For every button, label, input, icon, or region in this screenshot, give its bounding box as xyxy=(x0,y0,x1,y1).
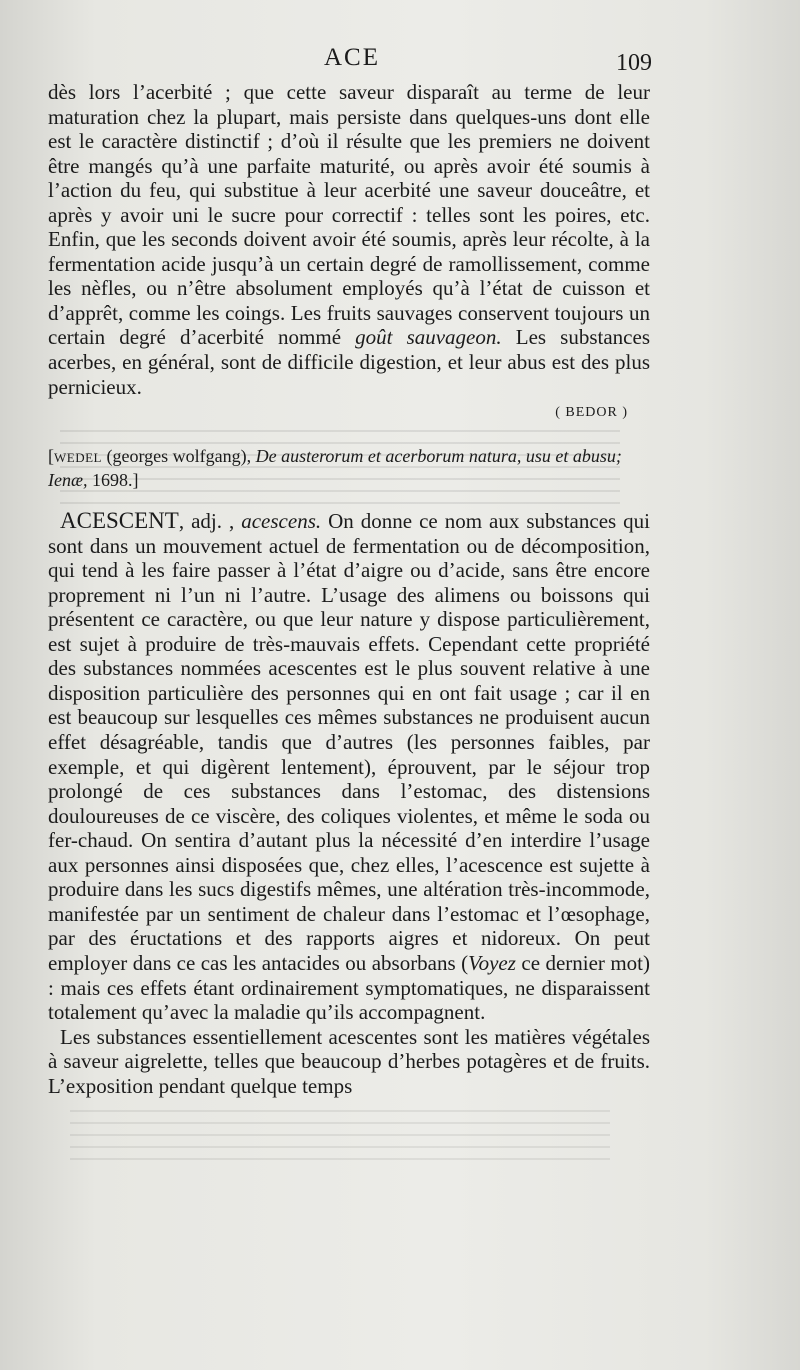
show-through-texture xyxy=(70,1110,610,1170)
page-header xyxy=(48,44,656,80)
entry-text: ce dernier mot) : mais ces effets étant ordinairement symptomatiques, ne disparaissent totalement qu’avec la maladie qu’ils accompagnent. xyxy=(48,950,650,1025)
paragraph: Les substances essentiellement acescentes sont les matières végétales à saveur aigrelette, telles que beaucoup d’herbes potagères et de fruits. L’exposition pendant quelque temps xyxy=(48,1024,650,1098)
ref-author: WEDEL xyxy=(54,450,102,466)
entry-crossref: Voyez xyxy=(468,950,516,975)
page-number: 109 xyxy=(616,50,652,76)
paragraph-continuation xyxy=(48,80,650,399)
paragraph-text: Les substances acerbes, en général, sont de difficile digestion, et leur abus est des plus pernicieux. xyxy=(48,325,650,399)
italic-term: goût sauvageon. xyxy=(355,325,502,350)
ref-year: 1698.] xyxy=(92,470,139,491)
ref-title: De austerorum et acerborum natura, usu et abusu; xyxy=(255,446,622,467)
ref-place: Ienæ, xyxy=(48,470,88,491)
entry-text: On donne ce nom aux substances qui sont dans un mouvement actuel de fermentation ou de décomposition, qui tend à les faire passer à l’état d’aigre ou d’acide, sans être encore proprement ni l’un ni l’autre. L’usage des alimens ou boissons qui présentent ce caractère, ou que leur nature y dispose particulièrement, est sujet à produire de très-mauvais effets. Cependant cette propriété des substances nommées acescentes est le plus souvent relative à une disposition particulière des personnes qui en ont fait usage ; car il en est beaucoup sur lesquelles ces mêmes substances ne produisent aucun effet désagréable, tandis que d’autres (les personnes faibles, par exemple, et qui digèrent lentement), éprouvent, par le séjour trop prolongé de ces substances dans l’estomac, des distensions douloureuses de ce viscère, des coliques violentes, et même le soda ou fer-chaud. On sentira d’autant plus la nécessité d’en interdire l’usage aux personnes ainsi disposées que, chez elles, l’acescence est sujette à produire dans les sucs digestifs mêmes, une altération très-incommode, manifestée par un sentiment de chaleur dans l’estomac et l’œsophage, par des éructations et des rapports aigres et nidoreux. On peut employer dans ce cas les antacides ou absorbans ( xyxy=(48,509,651,975)
entry-pos: , adj. , xyxy=(178,509,235,534)
entry-latin: acescens. xyxy=(241,509,322,534)
paragraph-text: dès lors l’acerbité ; que cette saveur disparaît au terme de leur maturation chez la plupart, mais persiste dans quelques-uns dont elle est le caractère distinctif ; d’où il résulte que les premiers ne doivent être mangés qu’à une parfaite maturité, ou après avoir été soumis à l’action du feu, qui substitue à leur acerbité une saveur douceâtre, et après y avoir uni le sucre pour correctif : telles sont les poires, etc. Enfin, que les seconds doivent avoir été soumis, après leur récolte, à la fermentation acide jusqu’à un certain degré de ramollissement, comme les nèfles, ou n’être absolument employés qu’à l’état de cuisson et d’apprêt, comme les coings. Les fruits sauvages conservent toujours un certain degré d’acerbité nommé xyxy=(48,80,650,350)
body-text xyxy=(48,80,650,1098)
entry-headword: ACESCENT xyxy=(60,508,179,534)
bibliographic-reference: [WEDEL (georges wolfgang), De austerorum et acerborum natura, usu et abusu; Ienæ, 1698.] xyxy=(48,446,622,491)
author-signature: ( BEDOR ) xyxy=(555,405,628,421)
ref-author-given: (georges wolfgang), xyxy=(106,446,252,467)
running-head: ACE xyxy=(324,44,380,71)
dictionary-entry xyxy=(48,509,650,1024)
